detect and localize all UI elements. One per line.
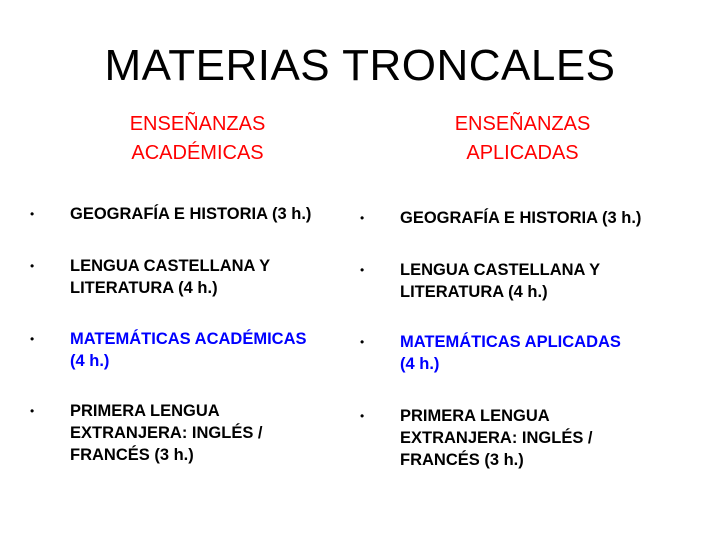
list-item-text <box>400 405 680 471</box>
column-heading-line: ACADÉMICAS <box>131 142 264 164</box>
list-item-line: LENGUA CASTELLANA Y <box>400 261 601 279</box>
list-item-line: GEOGRAFÍA E HISTORIA (3 h.) <box>70 205 312 223</box>
column-heading-line: APLICADAS <box>466 142 579 164</box>
list-item-line: FRANCÉS (3 h.) <box>400 451 524 469</box>
list-item-line: PRIMERA LENGUA <box>400 407 550 425</box>
list-item-text <box>400 259 680 303</box>
bullet-icon: • <box>30 404 35 418</box>
bullet-icon: • <box>30 332 35 346</box>
bullet-icon: • <box>360 409 365 423</box>
list-item-text <box>400 207 680 229</box>
list-item-line: (4 h.) <box>70 352 110 370</box>
bullet-icon: • <box>30 207 35 221</box>
list-item-line: LENGUA CASTELLANA Y <box>70 257 271 275</box>
column-heading-aplicadas <box>420 110 625 168</box>
list-item-line: FRANCÉS (3 h.) <box>70 446 194 464</box>
bullet-icon: • <box>360 335 365 349</box>
list-item-text <box>70 203 350 225</box>
list-item-line: EXTRANJERA: INGLÉS / <box>400 429 593 447</box>
bullet-icon: • <box>30 259 35 273</box>
list-item-line: MATEMÁTICAS APLICADAS <box>400 333 621 351</box>
bullet-icon: • <box>360 211 365 225</box>
list-item-line: GEOGRAFÍA E HISTORIA (3 h.) <box>400 209 642 227</box>
list-item-text-highlighted <box>400 331 680 375</box>
column-heading-line: ENSEÑANZAS <box>129 113 266 135</box>
bullet-icon: • <box>360 263 365 277</box>
list-item-text <box>70 400 350 466</box>
list-item-line: LITERATURA (4 h.) <box>400 283 548 301</box>
column-heading-line: ENSEÑANZAS <box>454 113 591 135</box>
list-item-text-highlighted <box>70 328 350 372</box>
list-item-text <box>70 255 350 299</box>
list-item-line: LITERATURA (4 h.) <box>70 279 218 297</box>
list-item-line: (4 h.) <box>400 355 440 373</box>
page-title: MATERIAS TRONCALES <box>104 41 616 90</box>
list-item-line: PRIMERA LENGUA <box>70 402 220 420</box>
list-item-line: EXTRANJERA: INGLÉS / <box>70 424 263 442</box>
list-item-line: MATEMÁTICAS ACADÉMICAS <box>70 330 307 348</box>
column-heading-academicas <box>95 110 300 168</box>
